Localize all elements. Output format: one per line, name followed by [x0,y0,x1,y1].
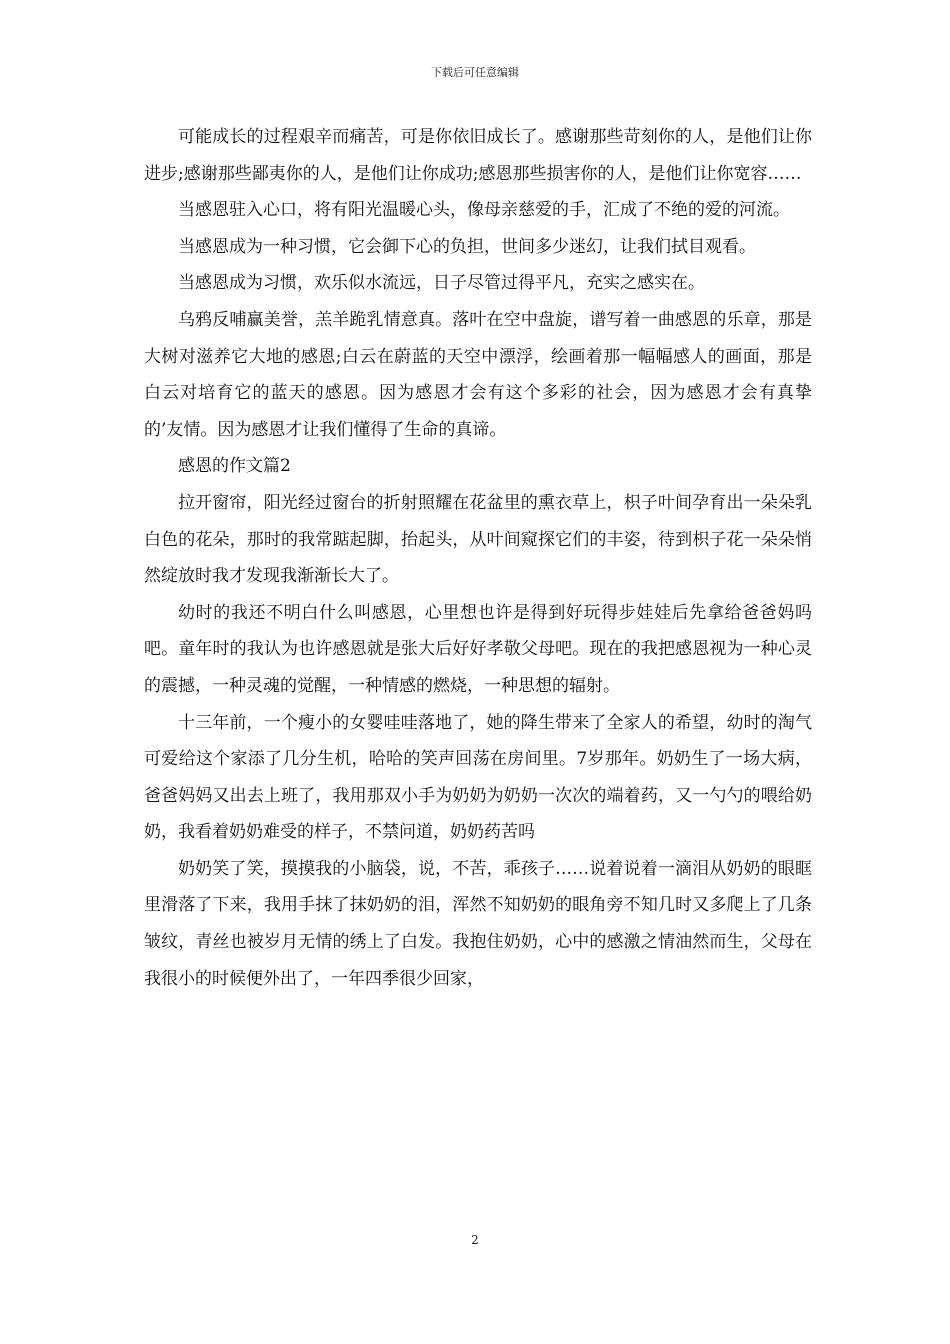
paragraph: 拉开窗帘，阳光经过窗台的折射照耀在花盆里的熏衣草上，枳子叶间孕育出一朵朵乳白色的花朵，那时的我常踮起脚，抬起头，从叶间窥探它们的丰姿，待到枳子花一朵朵悄然绽放时我才发现我渐渐长大了。 [144,492,812,587]
paragraph: 幼时的我还不明白什么叫感恩，心里想也许是得到好玩得步娃娃后先拿给爸爸妈吗吧。童年时的我认为也许感恩就是张大后好好孝敬父母吧。现在的我把感恩视为一种心灵的震撼，一种灵魂的觉醒，一种情感的燃烧，一种思想的辐射。 [144,602,812,696]
paragraph: 可能成长的过程艰辛而痛苦，可是你依旧成长了。感谢那些苛刻你的人，是他们让你进步;感谢那些鄙夷你的人，是他们让你成功;感恩那些损害你的人，是他们让你宽容…… [144,127,812,184]
section-heading: 感恩的作文篇2 [178,456,291,477]
document-body [144,119,812,997]
paragraph: 奶奶笑了笑，摸摸我的小脑袋，说，不苦，乖孩子……说着说着一滴泪从奶奶的眼眶里滑落了下来，我用手抹了抹奶奶的泪，浑然不知奶奶的眼角旁不知几时又多爬上了几条皱纹，青丝也被岁月无情的绣上了白发。我抱住奶奶，心中的感激之情油然而生，父母在我很小的时候便外出了，一年四季很少回家， [144,858,812,989]
paragraph: 当感恩成为习惯，欢乐似水流远，日子尽管过得平凡，充实之感实在。 [178,273,705,294]
paragraph: 当感恩驻入心口，将有阳光温暖心头，像母亲慈爱的手，汇成了不绝的爱的河流。 [178,200,790,221]
paragraph: 当感恩成为一种习惯，它会御下心的负担，世间多少迷幻，让我们拭目观看。 [178,236,756,257]
paragraph: 十三年前，一个瘦小的女婴哇哇落地了，她的降生带来了全家人的希望，幼时的淘气可爱给这个家添了几分生机，哈哈的笑声回荡在房间里。7岁那年。奶奶生了一场大病，爸爸妈妈又出去上班了，我用那双小手为奶奶为奶奶一次次的端着药，又一勺勺的喂给奶奶，我看着奶奶难受的样子，不禁问道，奶奶药苦吗 [144,712,812,843]
paragraph: 乌鸦反哺赢美誉，羔羊跪乳情意真。落叶在空中盘旋，谱写着一曲感恩的乐章，那是大树对滋养它大地的感恩;白云在蔚蓝的天空中漂浮，绘画着那一幅幅感人的画面，那是白云对培育它的蓝天的感恩。因为感恩才会有这个多彩的社会，因为感恩才会有真挚的’友情。因为感恩才让我们懂得了生命的真谛。 [144,309,812,440]
page-number: 2 [471,1233,479,1247]
page-header: 下载后可任意编辑 [431,66,519,79]
